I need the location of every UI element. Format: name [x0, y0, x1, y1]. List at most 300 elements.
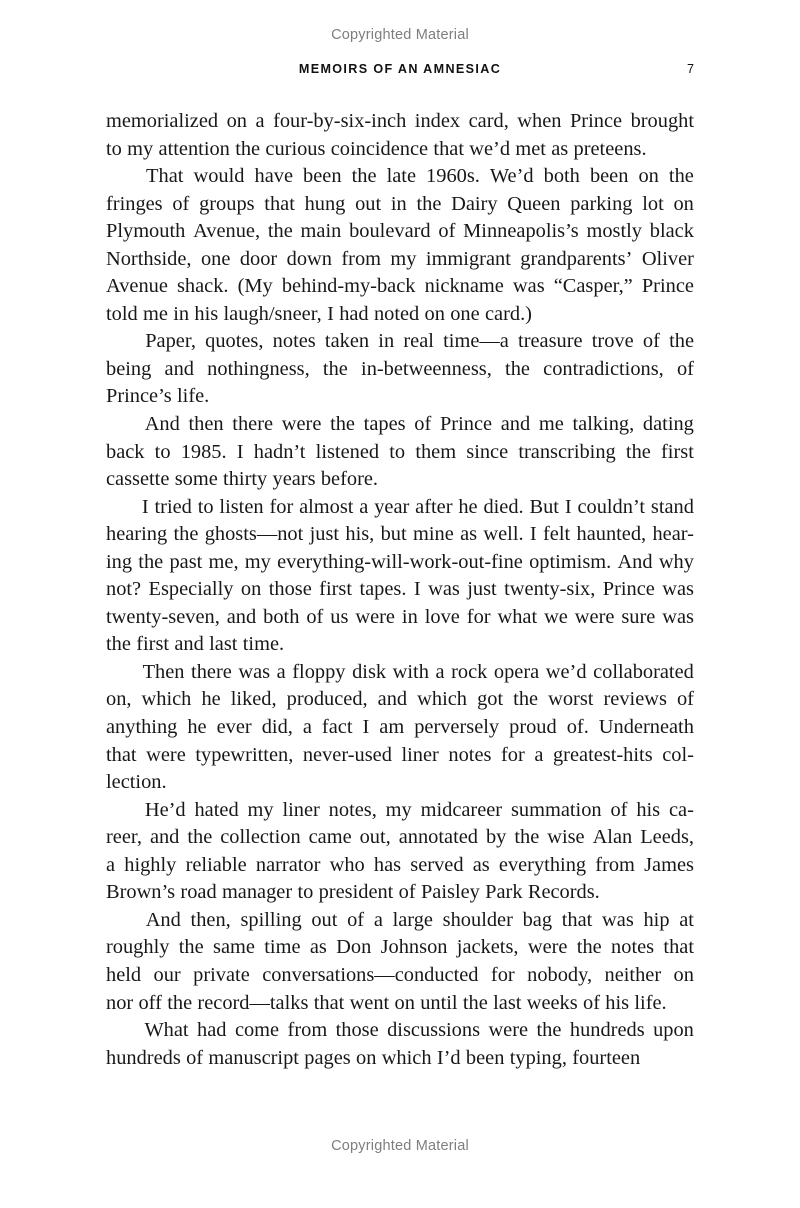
word: which	[417, 688, 468, 711]
text-line	[106, 191, 694, 219]
word: the	[167, 991, 193, 1014]
word: we	[544, 605, 568, 628]
word: hadn’t	[253, 440, 306, 463]
word: hated	[194, 798, 239, 821]
word: his	[194, 302, 219, 325]
text-line	[106, 301, 694, 329]
word: as	[551, 137, 569, 160]
word: I	[413, 578, 421, 601]
word: Underneath	[598, 716, 694, 739]
word: I’d	[436, 1046, 461, 1069]
word: those	[335, 1019, 379, 1042]
word: was	[238, 660, 271, 683]
word: of	[676, 688, 694, 711]
word: Prince’s	[106, 385, 172, 408]
text-line	[106, 824, 694, 852]
word: preteens.	[573, 137, 647, 160]
word: notes,	[328, 798, 377, 821]
word: tapes	[363, 413, 406, 436]
word: contradictions,	[543, 357, 664, 380]
word: there	[232, 413, 274, 436]
word: memorialized	[106, 110, 219, 132]
word: nothingness,	[207, 357, 310, 380]
word: card.)	[484, 302, 532, 325]
word: have	[254, 165, 293, 188]
word: noted	[373, 302, 420, 325]
word: we’d	[545, 660, 587, 683]
word: twenty-seven,	[106, 605, 220, 628]
word: went	[349, 991, 390, 1014]
word: on	[638, 165, 659, 188]
word: had	[339, 302, 369, 325]
word: reer,	[106, 826, 142, 849]
text-line	[106, 659, 694, 687]
word: was	[662, 605, 694, 628]
word: one	[200, 247, 231, 270]
word: rock	[451, 660, 488, 683]
word: Prince	[569, 110, 623, 132]
word: in	[401, 605, 418, 628]
word: groups	[199, 192, 255, 215]
word: both	[543, 165, 580, 188]
word: first	[661, 440, 694, 463]
word: were	[527, 936, 568, 959]
word: collaborated	[593, 660, 694, 683]
word: been	[465, 1046, 505, 1069]
word: ever	[216, 716, 252, 739]
paragraph-indent	[106, 659, 136, 687]
word: to	[197, 495, 214, 518]
text-line	[106, 576, 694, 604]
word: some	[174, 468, 218, 491]
word: main	[300, 220, 342, 243]
word: am	[379, 716, 405, 739]
word: he	[458, 495, 478, 518]
word: felt	[543, 523, 571, 546]
word: the	[235, 137, 261, 160]
word: until	[420, 991, 458, 1014]
word: told	[106, 302, 138, 325]
word: index	[414, 110, 461, 132]
word: of	[172, 192, 190, 215]
word: that	[663, 936, 694, 959]
paragraph-indent	[106, 411, 136, 439]
word: Oliver	[641, 247, 694, 270]
text-line	[106, 273, 694, 301]
paragraph	[106, 328, 694, 411]
word: Especially	[148, 578, 234, 601]
word: nor	[106, 991, 134, 1014]
word: the	[513, 688, 539, 711]
word: typewritten,	[195, 743, 294, 766]
word: on,	[106, 688, 132, 711]
word: would	[193, 165, 245, 188]
word: parking	[570, 192, 633, 215]
word: almost	[299, 495, 354, 518]
word: bag	[522, 908, 553, 931]
word: private	[193, 963, 250, 986]
word: his,	[345, 523, 375, 546]
word: transcribing	[518, 440, 616, 463]
word: nickname	[424, 275, 504, 298]
word: haunted,	[576, 523, 647, 546]
word: come	[234, 1019, 280, 1042]
paragraph	[106, 907, 694, 1017]
word: life.	[177, 385, 210, 408]
word: ghosts—not	[204, 523, 304, 546]
word: a	[435, 660, 445, 683]
word: which	[381, 1046, 432, 1069]
word: and	[164, 357, 194, 380]
word: and	[377, 688, 408, 711]
word: But	[529, 495, 559, 518]
word: nobody,	[527, 963, 593, 986]
word: that	[106, 743, 137, 766]
word: us	[330, 605, 349, 628]
word: was	[602, 908, 634, 931]
word: hip	[643, 908, 670, 931]
word: back	[106, 440, 145, 463]
word: then	[188, 413, 224, 436]
word: which	[141, 688, 192, 711]
word: mostly	[586, 220, 642, 243]
word: trove	[591, 330, 634, 353]
word: immigrant	[425, 247, 511, 270]
word: met	[515, 137, 546, 160]
word: as	[460, 523, 478, 546]
word: of	[610, 798, 628, 821]
word: listened	[315, 440, 380, 463]
word: first	[319, 578, 353, 601]
word: highly	[124, 853, 177, 876]
word: who	[329, 853, 365, 876]
word: just	[309, 523, 340, 546]
word: did,	[261, 716, 293, 739]
word: our	[153, 963, 181, 986]
word: shoulder	[442, 908, 513, 931]
word: the	[187, 826, 213, 849]
text-line	[106, 411, 694, 439]
word: the	[178, 936, 204, 959]
word: roughly	[106, 936, 170, 959]
word: from	[341, 247, 381, 270]
word: ing	[106, 550, 133, 573]
word: weeks	[526, 991, 578, 1014]
word: annotated	[398, 826, 478, 849]
word: liner	[282, 798, 320, 821]
word: on	[240, 578, 262, 601]
word: Northside,	[106, 247, 192, 270]
word: of	[186, 1046, 204, 1069]
word: tapes.	[359, 578, 407, 601]
word: mine	[412, 523, 454, 546]
word: floppy	[292, 660, 346, 683]
text-line	[106, 356, 694, 384]
word: and	[226, 605, 257, 628]
word: when	[517, 110, 562, 132]
text-line	[106, 934, 694, 962]
word: in	[390, 192, 407, 215]
text-line	[106, 852, 694, 880]
word: twenty-six,	[504, 578, 596, 601]
word: laugh/sneer,	[223, 302, 322, 325]
paragraph-indent	[106, 163, 136, 191]
word: by	[485, 826, 507, 849]
word: the	[138, 550, 164, 573]
word: me	[538, 413, 564, 436]
word: a	[534, 743, 544, 766]
paragraph-indent	[106, 1017, 136, 1045]
word: treasure	[518, 330, 583, 353]
word: four-by-six-inch	[273, 110, 407, 132]
word: the	[576, 936, 602, 959]
word: that	[313, 991, 345, 1014]
word: Avenue,	[193, 220, 261, 243]
running-head-title: MEMOIRS OF AN AMNESIAC	[298, 62, 502, 76]
word: my	[127, 137, 154, 160]
word: James	[644, 853, 694, 876]
text-line	[106, 439, 694, 467]
word: were	[281, 413, 322, 436]
word: as	[472, 853, 490, 876]
text-line	[106, 494, 694, 522]
word: down	[286, 247, 332, 270]
word: that	[433, 137, 464, 160]
word: notes	[272, 330, 316, 353]
word: lot	[642, 192, 664, 215]
word: out	[311, 908, 338, 931]
word: and	[149, 826, 180, 849]
word: (My	[237, 275, 273, 298]
text-line	[106, 1017, 694, 1045]
watermark-top: Copyrighted Material	[331, 27, 469, 43]
word: to	[389, 440, 406, 463]
word: to	[154, 440, 171, 463]
word: the	[668, 165, 694, 188]
word: my	[247, 798, 274, 821]
word: manager	[221, 881, 293, 904]
word: upon	[653, 1019, 694, 1042]
text-line	[106, 631, 694, 659]
word: why	[658, 550, 694, 573]
word: Brown’s	[106, 881, 176, 904]
word: And	[145, 908, 181, 931]
paragraph-indent	[106, 907, 136, 935]
word: the	[106, 633, 131, 656]
word: and	[500, 413, 531, 436]
word: were	[488, 1019, 529, 1042]
word: And	[617, 550, 653, 573]
word: notes	[448, 743, 492, 766]
word: What	[144, 1019, 189, 1042]
word: greatest-hits	[552, 743, 653, 766]
word: for	[501, 743, 525, 766]
word: proud	[509, 716, 557, 739]
word: Plymouth	[106, 220, 186, 243]
word: ca-	[668, 798, 694, 821]
word: the	[462, 991, 488, 1014]
word: love	[424, 605, 460, 628]
word: narrator	[255, 853, 321, 876]
paragraph	[106, 659, 694, 797]
word: Prince	[602, 578, 655, 601]
word: he	[187, 716, 207, 739]
word: of	[583, 991, 600, 1014]
text-line	[106, 990, 694, 1018]
word: held	[106, 963, 142, 986]
text-line	[106, 797, 694, 825]
word: to	[106, 137, 122, 160]
word: them	[415, 440, 457, 463]
word: of	[398, 881, 416, 904]
word: I	[564, 495, 572, 518]
paragraph	[106, 163, 694, 328]
word: on	[673, 192, 694, 215]
word: coincidence	[330, 137, 429, 160]
word: fringes	[106, 192, 163, 215]
word: anything	[106, 716, 178, 739]
word: opera	[493, 660, 540, 683]
paragraph-indent	[106, 797, 136, 825]
word: that	[264, 192, 295, 215]
text-line	[106, 218, 694, 246]
word: I	[141, 495, 149, 518]
word: on	[226, 110, 247, 132]
word: died.	[483, 495, 524, 518]
word: Queen	[507, 192, 561, 215]
word: a	[255, 110, 265, 132]
text-line	[106, 108, 694, 136]
word: fact	[321, 716, 353, 739]
word: then,	[190, 908, 231, 931]
word: brought	[630, 110, 694, 132]
word: served	[410, 853, 464, 876]
word: hearing	[106, 523, 168, 546]
word: for	[466, 605, 491, 628]
word: from	[595, 853, 635, 876]
word: worst	[548, 688, 594, 711]
word: midcareer	[420, 798, 503, 821]
word: my	[385, 798, 412, 821]
word: of	[347, 908, 365, 931]
body-text	[106, 108, 694, 1072]
paragraph-indent	[106, 494, 136, 522]
word: disk	[352, 660, 387, 683]
word: cassette	[106, 468, 170, 491]
text-line	[106, 907, 694, 935]
word: manuscript	[208, 1046, 299, 1069]
word: notes	[611, 936, 655, 959]
word: one	[450, 302, 480, 325]
word: what	[497, 605, 538, 628]
word: hear-	[652, 523, 694, 546]
word: being	[106, 357, 152, 380]
word: been	[589, 165, 629, 188]
word: 1985.	[180, 440, 227, 463]
word: last	[209, 633, 238, 656]
word: Paisley	[420, 881, 480, 904]
word: neither	[604, 963, 662, 986]
word: was	[512, 275, 545, 298]
word: in	[173, 302, 190, 325]
page-number: 7	[686, 62, 694, 76]
word: Don	[336, 936, 372, 959]
word: Avenue	[106, 275, 168, 298]
word: last	[493, 991, 522, 1014]
word: of.	[566, 716, 589, 739]
word: came	[308, 826, 352, 849]
word: years	[272, 468, 316, 491]
word: off	[138, 991, 162, 1014]
word: taken	[324, 330, 370, 353]
word: on	[673, 963, 694, 986]
word: since	[466, 440, 509, 463]
word: hung	[304, 192, 346, 215]
word: wise	[547, 826, 585, 849]
word: been	[303, 165, 342, 188]
text-line	[106, 549, 694, 577]
word: sure	[621, 605, 656, 628]
word: lection.	[106, 771, 167, 794]
word: a	[373, 908, 383, 931]
word: but	[380, 523, 407, 546]
word: attention	[158, 137, 230, 160]
word: record—talks	[197, 991, 309, 1014]
word: and	[174, 633, 204, 656]
word: Johnson	[380, 936, 448, 959]
word: my	[390, 247, 417, 270]
word: Minneapolis’s	[463, 220, 579, 243]
word: Then	[142, 660, 185, 683]
word: We’d	[489, 165, 534, 188]
paragraph-indent	[106, 328, 136, 356]
text-line	[106, 466, 694, 494]
word: well.	[483, 523, 524, 546]
word: has	[373, 853, 402, 876]
word: Alan	[592, 826, 633, 849]
word: me	[143, 302, 168, 325]
word: Records.	[527, 881, 600, 904]
word: were	[574, 605, 615, 628]
word: of	[306, 605, 324, 628]
word: the	[322, 357, 348, 380]
word: I	[327, 302, 334, 325]
word: reliable	[185, 853, 247, 876]
word: my	[244, 550, 271, 573]
word: on	[356, 1046, 377, 1069]
word: had	[197, 1019, 227, 1042]
word: Paper,	[145, 330, 196, 353]
word: of	[414, 413, 432, 436]
word: real	[403, 330, 434, 353]
text-line	[106, 879, 694, 907]
word: talking,	[572, 413, 635, 436]
word: after	[415, 495, 453, 518]
word: hundreds	[569, 1019, 645, 1042]
word: behind-my-back	[281, 275, 416, 298]
word: He’d	[144, 798, 186, 821]
text-line	[106, 1045, 694, 1073]
word: the	[514, 826, 540, 849]
word: col-	[662, 743, 694, 766]
word: liner	[401, 743, 439, 766]
word: tried	[154, 495, 192, 518]
word: the	[416, 192, 442, 215]
word: quotes,	[205, 330, 264, 353]
word: everything	[498, 853, 587, 876]
word: the	[625, 440, 651, 463]
paragraph	[106, 108, 694, 163]
